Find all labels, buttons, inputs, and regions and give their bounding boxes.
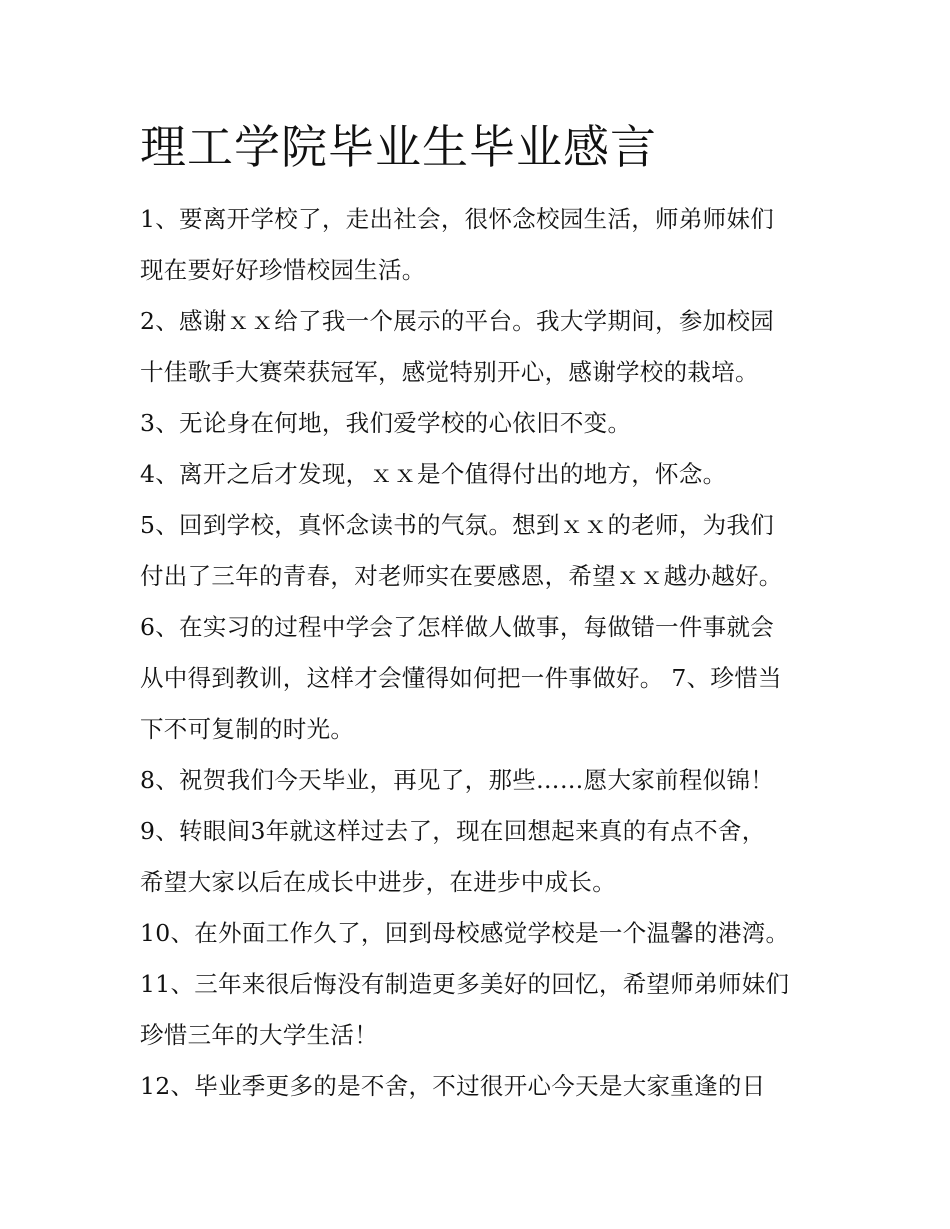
text-line: 下不可复制的时光。 [140, 715, 355, 743]
text-line: 3、无论身在何地，我们爱学校的心依旧不变。 [140, 409, 632, 437]
text-line: 8、祝贺我们今天毕业，再见了，那些……愿大家前程似锦！ [140, 766, 775, 794]
document-title: 理工学院毕业生毕业感言 [140, 120, 657, 174]
text-line: 11、三年来很后悔没有制造更多美好的回忆，希望师弟师妹们 [140, 970, 790, 998]
text-line: 付出了三年的青春，对老师实在要感恩，希望ｘｘ越办越好。 [140, 562, 783, 590]
text-line: 现在要好好珍惜校园生活。 [140, 256, 426, 284]
text-line: 2、感谢ｘｘ给了我一个展示的平台。我大学期间，参加校园 [140, 307, 775, 335]
text-line: 9、转眼间3年就这样过去了，现在回想起来真的有点不舍， [140, 817, 766, 845]
text-line: 12、毕业季更多的是不舍，不过很开心今天是大家重逢的日 [140, 1072, 766, 1100]
text-line: 十佳歌手大赛荣获冠军，感觉特别开心，感谢学校的栽培。 [140, 358, 759, 386]
text-line: 5、回到学校，真怀念读书的气氛。想到ｘｘ的老师，为我们 [140, 511, 775, 539]
text-line: 从中得到教训，这样才会懂得如何把一件事做好。 7、珍惜当 [140, 664, 782, 692]
text-line: 珍惜三年的大学生活！ [140, 1021, 378, 1049]
text-line: 1、要离开学校了，走出社会，很怀念校园生活，师弟师妹们 [140, 205, 775, 233]
text-line: 10、在外面工作久了，回到母校感觉学校是一个温馨的港湾。 [140, 919, 790, 947]
text-line: 希望大家以后在成长中进步，在进步中成长。 [140, 868, 616, 896]
text-line: 4、离开之后才发现，ｘｘ是个值得付出的地方，怀念。 [140, 460, 727, 488]
text-line: 6、在实习的过程中学会了怎样做人做事，每做错一件事就会 [140, 613, 775, 641]
